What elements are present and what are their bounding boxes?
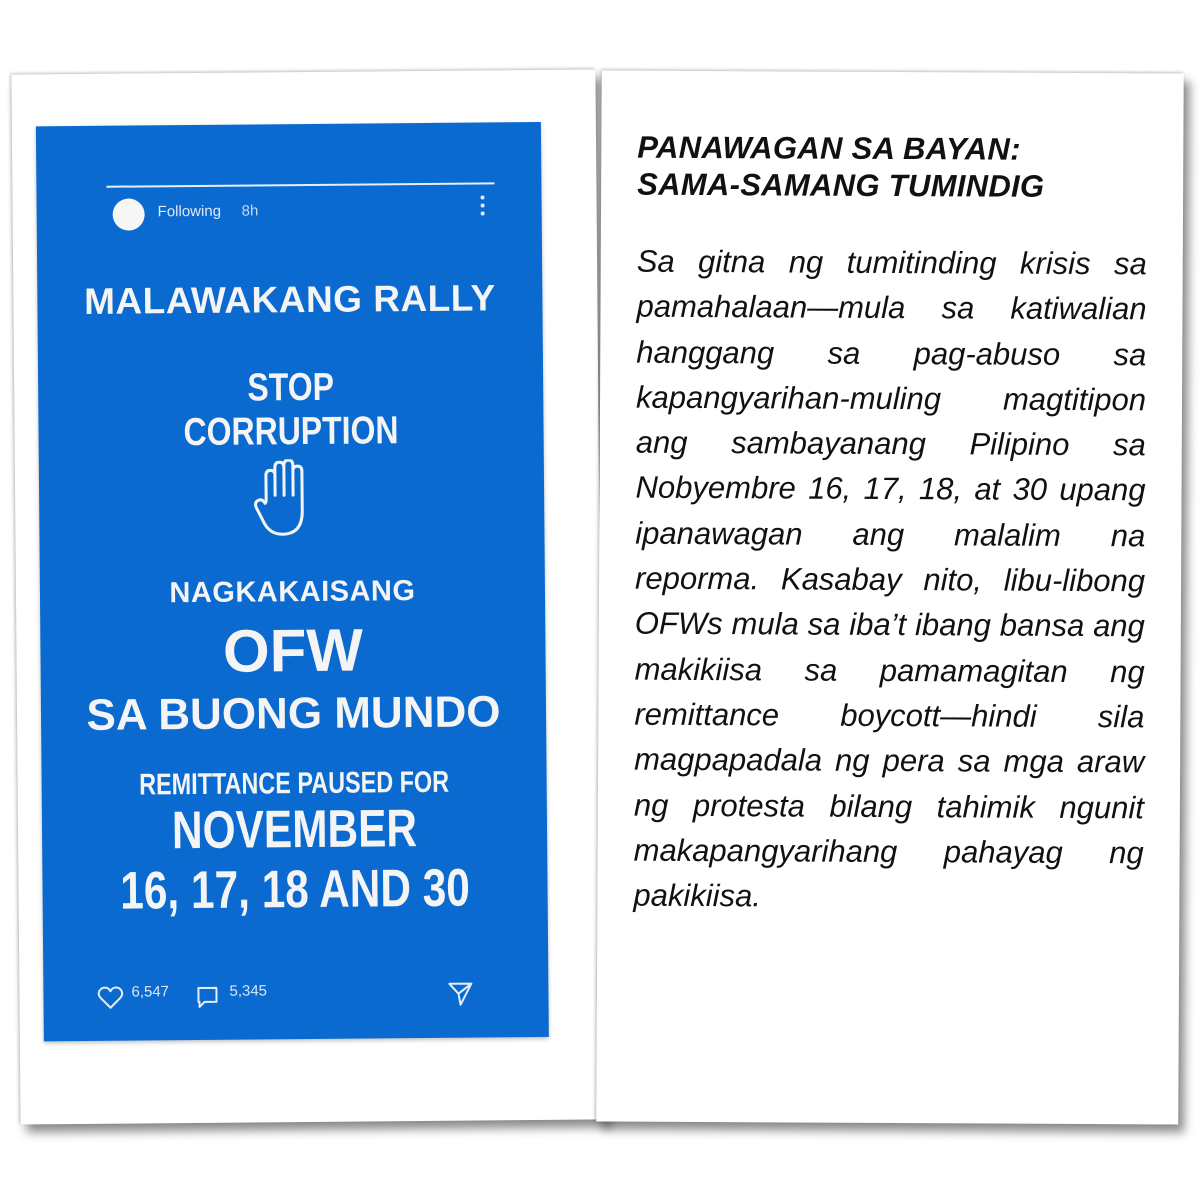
- story-screenshot-card: [11, 69, 604, 1124]
- social-story-post: [36, 122, 549, 1041]
- rally-title: MALAWAKANG RALLY: [83, 277, 496, 322]
- comment-icon[interactable]: [195, 985, 219, 1009]
- comment-count: 5,345: [229, 982, 268, 1000]
- corruption-label: CORRUPTION: [183, 409, 399, 455]
- headline-line-1: PANAWAGAN SA BAYAN:: [637, 129, 1021, 167]
- stop-label: STOP: [247, 365, 335, 410]
- remittance-paused-label: REMITTANCE PAUSED FOR: [139, 765, 450, 802]
- article-card: [596, 70, 1183, 1124]
- article-body: Sa gitna ng tumitinding krisis sa pamahalaan—mula sa katiwalian hanggang sa pag-abuso sa kapangyarihan-muling magtitipon ang sambayanang Pilipino sa Nobyembre 16, 17, 18, at 30 upang ipanawagan ang malalim na reporma. Kasabay nito, libu-libong OFWs mula sa iba’t ibang bansa ang makikiisa sa pamamagitan ng remittance boycott—hindi sila magpapadala ng pera sa mga araw ng protesta bilang tahimik ngunit makapangyarihang pahayag ng pakikiisa.: [633, 243, 1147, 914]
- sa-buong-mundo-label: SA BUONG MUNDO: [86, 687, 501, 740]
- headline-line-2: SAMA-SAMANG TUMINDIG: [637, 166, 1045, 204]
- post-age: 8h: [241, 202, 259, 220]
- story-progress-bar: [106, 182, 494, 187]
- like-count: 6,547: [131, 983, 170, 1001]
- following-label[interactable]: Following: [157, 202, 222, 221]
- ofw-label: OFW: [222, 616, 364, 685]
- article-headline: [637, 129, 1147, 206]
- send-icon[interactable]: [447, 981, 473, 1007]
- raised-hand-icon: [252, 459, 315, 538]
- month-label: NOVEMBER: [171, 799, 418, 861]
- article: [633, 129, 1147, 921]
- heart-icon[interactable]: [97, 986, 123, 1010]
- dates-label: 16, 17, 18 AND 30: [119, 858, 471, 921]
- nagkakaisang-label: NAGKAKAISANG: [169, 575, 416, 610]
- avatar[interactable]: [113, 198, 145, 230]
- more-options-icon[interactable]: [480, 195, 486, 219]
